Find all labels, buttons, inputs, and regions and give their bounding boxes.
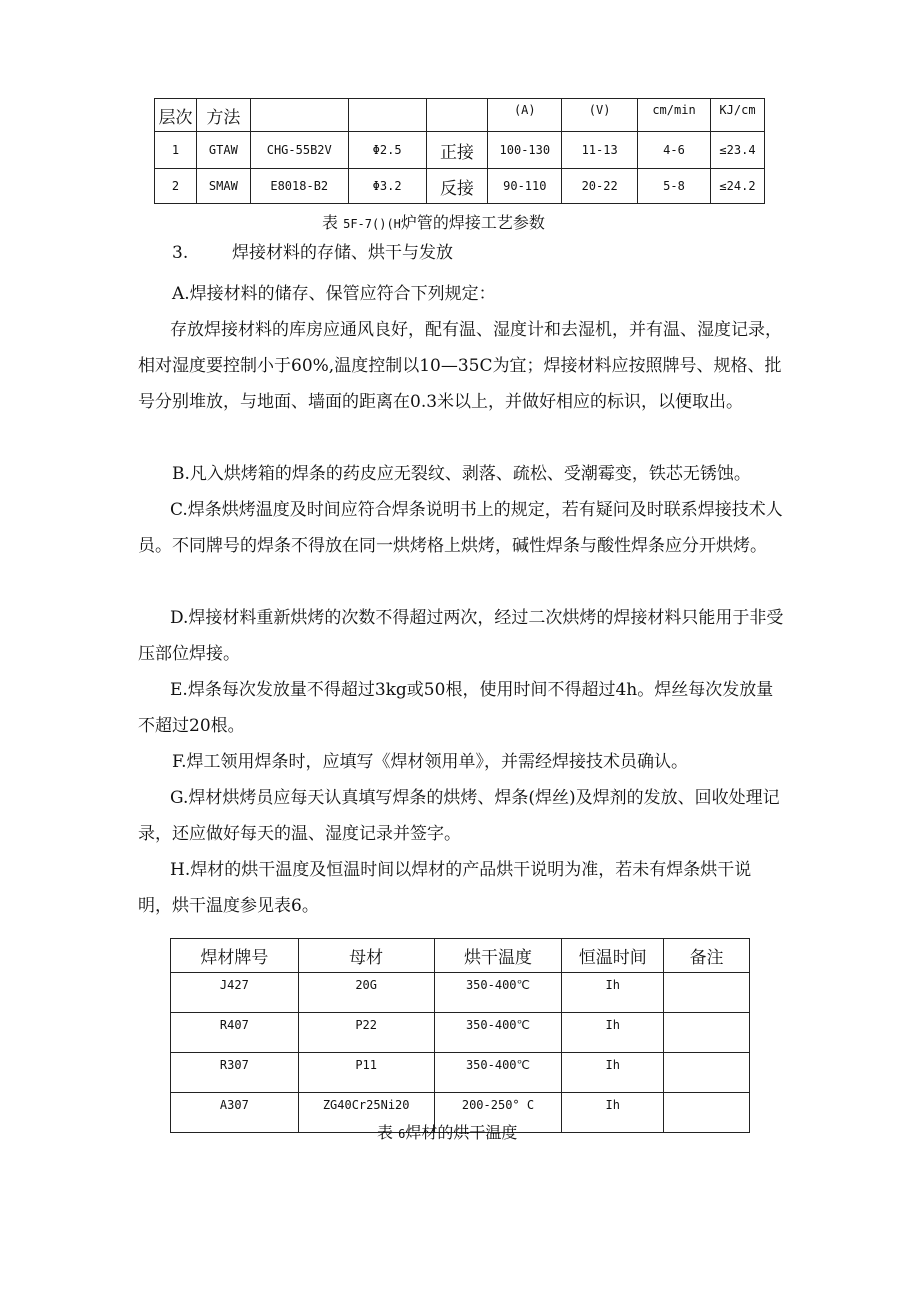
table-cell: P22 [298,1013,434,1053]
paragraph-a-body: 存放焊接材料的库房应通风良好，配有温、湿度计和去湿机，并有温、湿度记录，相对湿度要控制小于60%,温度控制以10—35C为宜；焊接材料应按照牌号、规格、批号分别堆放，与地面、墙面的距离在0.3米以上，并做好相应的标识，以便取出。 [138,320,782,412]
table-cell: 90-110 [488,169,562,204]
header-cell [638,99,711,132]
header-cell: 烘干温度 [434,939,562,973]
table-cell: R307 [171,1053,299,1093]
table-cell [664,1013,750,1053]
table-cell: Φ2.5 [348,132,426,169]
table-cell: A307 [171,1093,299,1133]
table-cell: ≤23.4 [710,132,764,169]
header-cell: 方法 [196,99,250,132]
unit-label: cm/min [652,103,696,117]
table-cell: Ih [562,1013,664,1053]
table-cell: 350-400℃ [434,1053,562,1093]
paragraph-a: A.焊接材料的储存、保管应符合下列规定： [172,284,496,304]
table-row [155,132,765,169]
table-cell [664,973,750,1013]
table-cell: E8018-B2 [250,169,348,204]
table-cell: Ih [562,1093,664,1133]
table-cell: Ih [562,973,664,1013]
header-cell [488,99,562,132]
paragraph-c: C.焊条烘烤温度及时间应符合焊条说明书上的规定，若有疑问及时联系焊接技术人员。不同牌号的焊条不得放在同一烘烤格上烘烤，碱性焊条与酸性焊条应分开烘烤。 [138,500,783,556]
header-cell: 恒温时间 [562,939,664,973]
table-cell: 4-6 [638,132,711,169]
paragraph-g: G.焊材烘烤员应每天认真填写焊条的烘烤、焊条(焊丝)及焊剂的发放、回收处理记录，还应做好每天的温、湿度记录并签字。 [138,788,780,844]
table-header-row [171,939,750,973]
table-cell: 20G [298,973,434,1013]
table-cell: 350-400℃ [434,973,562,1013]
section-title: 焊接材料的存储、烘干与发放 [232,243,453,263]
drying-temperature-table [170,938,750,1133]
table-cell: 100-130 [488,132,562,169]
table-cell: ZG40Cr25Ni20 [298,1093,434,1133]
header-cell: 备注 [664,939,750,973]
unit-label: KJ/cm [719,103,756,117]
table-cell: SMAW [196,169,250,204]
table-cell: 2 [155,169,197,204]
caption-text: 炉管的焊接工艺参数 [400,213,545,232]
header-cell [250,99,348,132]
header-cell [426,99,488,132]
table-cell: 350-400℃ [434,1013,562,1053]
table1-caption [322,210,545,233]
header-cell: 焊材牌号 [171,939,299,973]
table-cell: 1 [155,132,197,169]
unit-label: (V) [588,103,611,117]
caption-code: 5F-7()(H [343,217,401,231]
section-number: 3. [172,243,189,263]
table-cell: R407 [171,1013,299,1053]
table-cell: 11-13 [562,132,638,169]
paragraph-h: H.焊材的烘干温度及恒温时间以焊材的产品烘干说明为准，若未有焊条烘干说明，烘干温度参见表6。 [138,860,752,916]
unit-label: (A) [513,103,536,117]
welding-parameters-table [154,98,765,204]
paragraph-e: E.焊条每次发放量不得超过3kg或50根，使用时间不得超过4h。焊丝每次发放量不超过20根。 [138,680,774,736]
table-cell: Φ3.2 [348,169,426,204]
table-cell: J427 [171,973,299,1013]
table-cell: Ih [562,1053,664,1093]
table-cell [664,1053,750,1093]
table-header-row [155,99,765,132]
caption-text: 焊材的烘干温度 [405,1123,518,1142]
table-cell [664,1093,750,1133]
table-cell: 正接 [426,132,488,169]
header-cell [710,99,764,132]
table-cell: 反接 [426,169,488,204]
header-cell [562,99,638,132]
table-cell: ≤24.2 [710,169,764,204]
table-cell: GTAW [196,132,250,169]
paragraph-b: B.凡入烘烤箱的焊条的药皮应无裂纹、剥落、疏松、受潮霉变，铁芯无锈蚀。 [172,464,751,484]
table-cell: CHG-55B2V [250,132,348,169]
table-cell: P11 [298,1053,434,1093]
table-cell: 20-22 [562,169,638,204]
paragraph-d: D.焊接材料重新烘烤的次数不得超过两次，经过二次烘烤的焊接材料只能用于非受压部位焊接。 [138,608,784,664]
caption-prefix: 表 [322,213,339,232]
table-row [171,1013,750,1053]
caption-number: 6 [398,1127,406,1141]
table-cell: 200-250° C [434,1093,562,1133]
header-cell: 层次 [155,99,197,132]
table-row [171,973,750,1013]
header-cell: 母材 [298,939,434,973]
caption-prefix: 表 [377,1123,394,1142]
table-cell: 5-8 [638,169,711,204]
paragraph-f: F.焊工领用焊条时，应填写《焊材领用单》，并需经焊接技术员确认。 [172,752,689,772]
table-row [171,1053,750,1093]
table2-caption [377,1120,517,1143]
header-cell [348,99,426,132]
table-row [155,169,765,204]
